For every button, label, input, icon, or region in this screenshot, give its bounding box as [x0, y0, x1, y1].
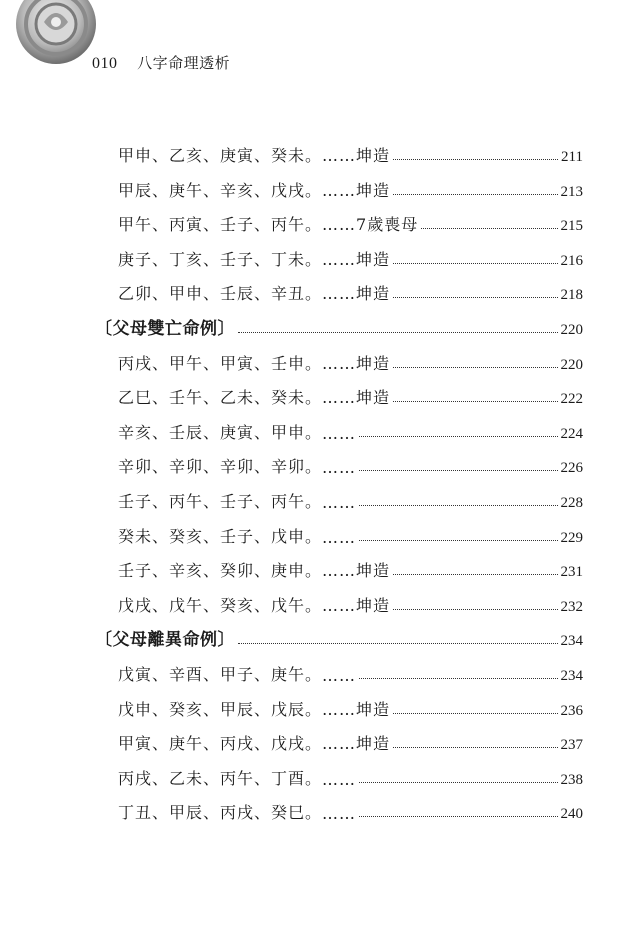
- entry-label: 壬子、丙午、壬子、丙午。: [118, 492, 323, 511]
- page-header: [92, 52, 230, 73]
- dot-leader: [359, 470, 557, 471]
- book-title: 八字命理透析: [137, 54, 231, 72]
- entry-label: 乙卯、甲申、壬辰、辛丑。: [118, 284, 323, 304]
- page-reference: 216: [560, 252, 583, 269]
- toc-entry: [118, 175, 583, 201]
- entry-label: 甲申、乙亥、庚寅、癸未。: [118, 146, 323, 165]
- toc-entry: [118, 278, 583, 304]
- dot-leader: [393, 747, 557, 748]
- page-reference: 218: [560, 287, 583, 304]
- entry-note: ……: [322, 666, 357, 685]
- page-reference: 229: [560, 529, 583, 546]
- entry-note: ……: [322, 527, 357, 547]
- entry-note: ……坤造: [322, 388, 391, 408]
- page-reference: 228: [560, 495, 583, 511]
- entry-note: ……坤造: [322, 180, 391, 200]
- entry-label: 甲寅、庚午、丙戌、戊戌。: [118, 734, 323, 754]
- page-reference: 213: [560, 183, 583, 200]
- entry-note: ……坤造: [322, 284, 391, 304]
- toc-entry: [118, 382, 583, 408]
- entry-note: ……: [322, 458, 357, 478]
- dot-leader: [359, 782, 557, 783]
- entry-label: 丁丑、甲辰、丙戌、癸巳。: [118, 803, 323, 823]
- entry-label: 甲午、丙寅、壬子、丙午。: [118, 215, 323, 235]
- dot-leader: [238, 643, 558, 644]
- page-reference: 215: [560, 218, 583, 235]
- page-reference: 220: [560, 322, 583, 338]
- toc-entry: [118, 348, 583, 374]
- dot-leader: [393, 713, 557, 714]
- dot-leader: [393, 297, 557, 298]
- toc-entry: [118, 521, 583, 547]
- page-reference: 234: [560, 633, 583, 650]
- toc-entry: [118, 694, 583, 720]
- toc-section-heading: [95, 624, 583, 650]
- page-reference: 240: [560, 806, 583, 823]
- dot-leader: [393, 263, 557, 264]
- dot-leader: [238, 332, 558, 333]
- entry-note: ……: [322, 493, 357, 512]
- entry-note: ……坤造: [322, 561, 391, 581]
- toc-entry: [118, 451, 583, 477]
- section-title: 〔父母離異命例〕: [95, 630, 235, 651]
- dot-leader: [393, 401, 557, 402]
- section-title: 〔父母雙亡命例〕: [95, 319, 235, 339]
- entry-note: ……坤造: [322, 249, 391, 269]
- entry-label: 壬子、辛亥、癸卯、庚申。: [118, 561, 323, 581]
- toc-entry: [118, 244, 583, 270]
- page-number: 010: [92, 55, 118, 72]
- dot-leader: [421, 228, 557, 229]
- toc-section-heading: [95, 313, 583, 339]
- entry-label: 戊寅、辛酉、甲子、庚午。: [118, 665, 323, 684]
- entry-label: 丙戌、乙未、丙午、丁酉。: [118, 768, 323, 788]
- dot-leader: [359, 505, 557, 506]
- dot-leader: [393, 367, 557, 368]
- entry-label: 甲辰、庚午、辛亥、戊戌。: [118, 180, 323, 200]
- page-reference: 226: [560, 460, 583, 477]
- dot-leader: [359, 540, 557, 541]
- page-reference: 222: [560, 391, 583, 408]
- dot-leader: [359, 816, 557, 817]
- page-reference: 211: [561, 149, 583, 165]
- entry-label: 戊申、癸亥、甲辰、戊辰。: [118, 699, 323, 719]
- book-logo-emblem: [14, 0, 98, 66]
- toc-entry: [118, 763, 583, 789]
- entry-note: ……坤造: [322, 699, 391, 719]
- entry-label: 乙巳、壬午、乙未、癸未。: [118, 388, 323, 408]
- dot-leader: [359, 678, 557, 679]
- page-reference: 236: [560, 702, 583, 719]
- toc-entry: [118, 486, 583, 512]
- entry-note: ……坤造: [322, 353, 391, 373]
- page-reference: 231: [560, 564, 583, 581]
- toc-entry: [118, 209, 583, 235]
- toc-entry: [118, 797, 583, 823]
- entry-label: 癸未、癸亥、壬子、戊申。: [118, 526, 323, 546]
- entry-note: ……坤造: [322, 146, 391, 165]
- entry-note: ……坤造: [322, 595, 391, 615]
- entry-label: 辛亥、壬辰、庚寅、甲申。: [118, 422, 323, 442]
- dot-leader: [393, 609, 557, 610]
- entry-note: ……: [322, 769, 357, 789]
- page-reference: 232: [560, 598, 583, 615]
- entry-note: ……: [322, 804, 357, 824]
- toc-entry: [118, 659, 583, 685]
- dot-leader: [393, 159, 558, 160]
- page-reference: 234: [560, 668, 583, 684]
- toc-entry: [118, 555, 583, 581]
- entry-label: 庚子、丁亥、壬子、丁未。: [118, 249, 323, 269]
- entry-note: ……7歲喪母: [322, 215, 419, 235]
- toc-entry: [118, 728, 583, 754]
- entry-note: ……坤造: [322, 734, 391, 754]
- entry-label: 辛卯、辛卯、辛卯、辛卯。: [118, 457, 323, 477]
- dot-leader: [393, 574, 557, 575]
- toc-entry: [118, 140, 583, 166]
- page-reference: 238: [560, 771, 583, 788]
- dot-leader: [393, 194, 557, 195]
- entry-note: ……: [322, 423, 357, 443]
- entry-label: 戊戌、戊午、癸亥、戊午。: [118, 595, 323, 615]
- toc-entry: [118, 590, 583, 616]
- toc-entry: [118, 417, 583, 443]
- entry-label: 丙戌、甲午、甲寅、壬申。: [118, 353, 323, 373]
- page-reference: 224: [560, 425, 583, 442]
- page-reference: 220: [560, 356, 583, 373]
- dot-leader: [359, 436, 557, 437]
- page-reference: 237: [560, 737, 583, 754]
